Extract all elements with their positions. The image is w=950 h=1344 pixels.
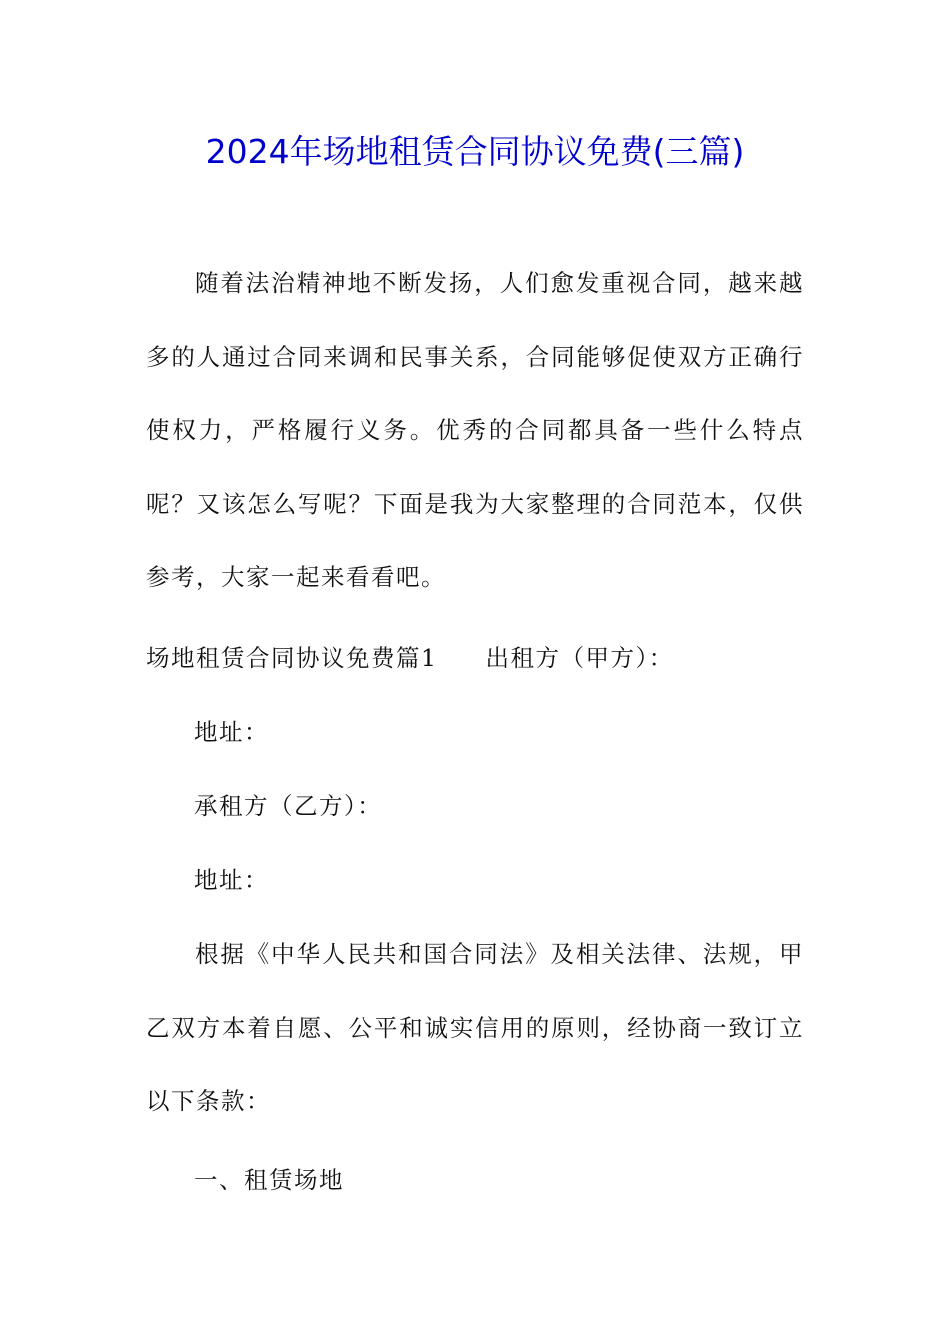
intro-paragraph: 随着法治精神地不断发扬，人们愈发重视合同，越来越多的人通过合同来调和民事关系，合同能够促使双方正确行使权力，严格履行义务。优秀的合同都具备一些什么特点呢？又该怎么写呢？下面是我为大家整理的合同范本，仅供参考，大家一起来看看吧。: [146, 269, 804, 591]
document-title: 2024年场地租赁合同协议免费(三篇): [205, 132, 745, 171]
contract-heading-line: [146, 622, 674, 696]
lessor-address-label: 地址：: [194, 718, 269, 746]
intro-section: [146, 247, 804, 615]
lessee-label: 承租方（乙方）：: [194, 792, 383, 820]
lessor-label: 出租方（甲方）：: [485, 644, 674, 672]
lessee-address-label: 地址：: [194, 866, 269, 894]
basis-paragraph: 根据《中华人民共和国合同法》及相关法律、法规，甲乙双方本着自愿、公平和诚实信用的原则，经协商一致订立以下条款：: [146, 940, 804, 1115]
section-heading: 场地租赁合同协议免费篇1: [146, 644, 438, 672]
clause-1-heading: 一、租赁场地: [194, 1166, 344, 1194]
basis-section: [146, 918, 804, 1139]
